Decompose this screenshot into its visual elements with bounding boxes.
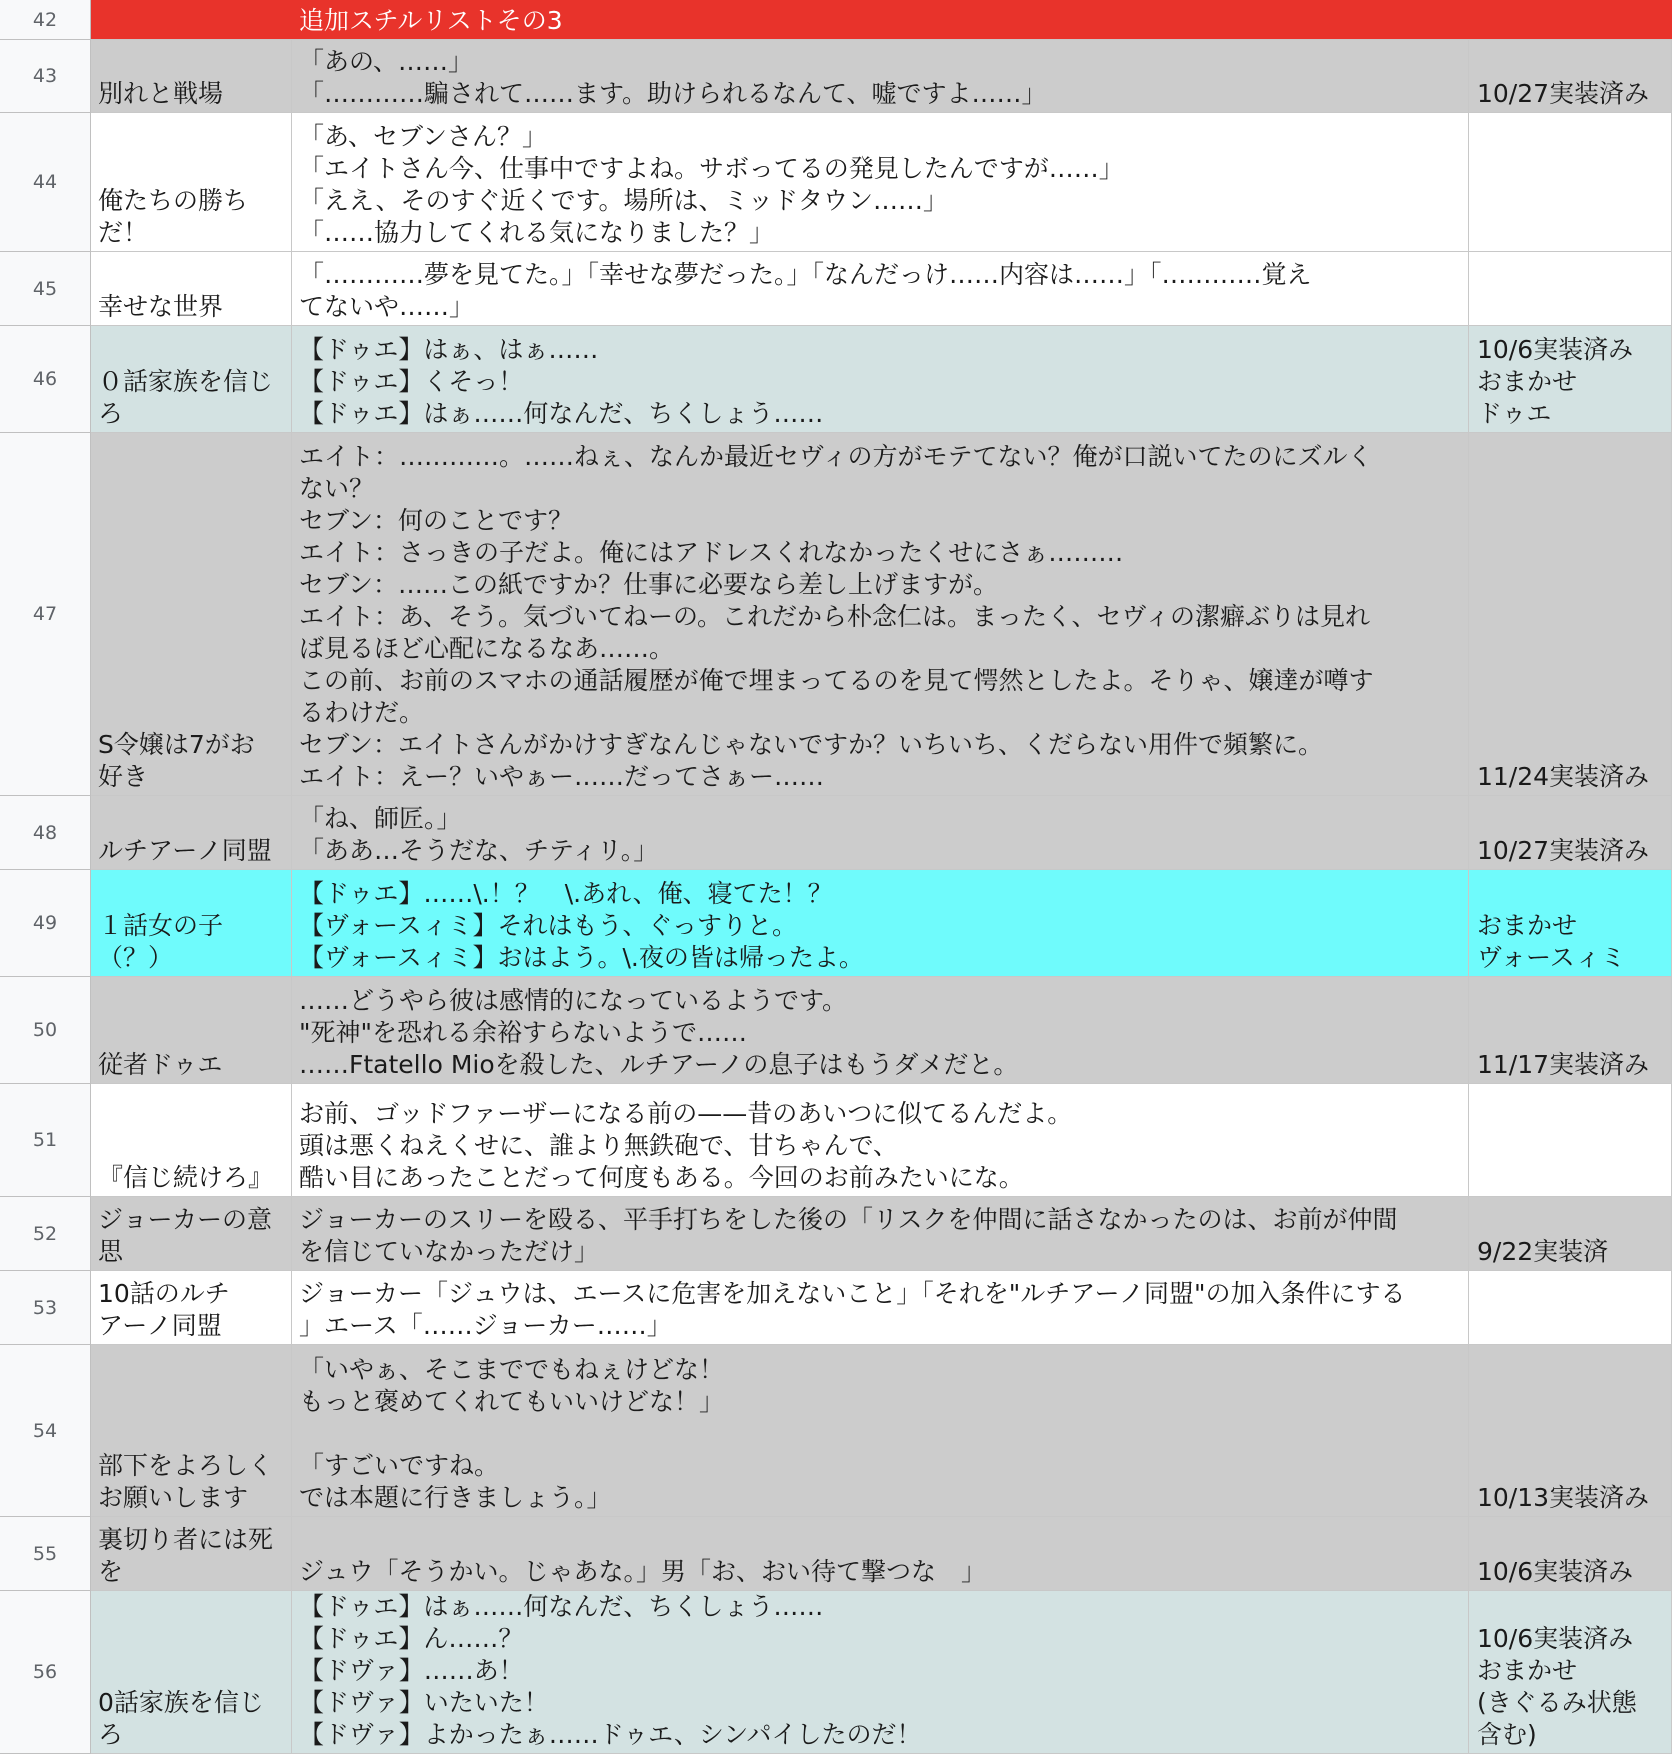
cell-text-line: 【ドヴァ】……あ！: [299, 1656, 524, 1685]
cell-text-line: アーノ同盟: [98, 1311, 222, 1340]
row-header[interactable]: 50: [0, 977, 91, 1084]
row-header[interactable]: 53: [0, 1271, 91, 1345]
cell-text-line: おまかせ: [1477, 911, 1578, 940]
content-cell[interactable]: [292, 796, 1469, 870]
content-cell[interactable]: [292, 1084, 1469, 1197]
table-row: [0, 326, 1672, 433]
row-header[interactable]: 54: [0, 1345, 91, 1517]
title-cell[interactable]: [91, 40, 292, 113]
row-header[interactable]: 42: [0, 0, 91, 40]
title-cell[interactable]: [91, 252, 292, 326]
table-row: [0, 977, 1672, 1084]
status-cell[interactable]: [1469, 40, 1672, 113]
cell-text-line: 11/24実装済み: [1477, 762, 1650, 791]
row-header[interactable]: 56: [0, 1591, 91, 1754]
title-cell[interactable]: [91, 433, 292, 796]
table-row: [0, 1345, 1672, 1517]
row-header[interactable]: 44: [0, 113, 91, 252]
cell-text-line: ０話家族を信じ: [98, 367, 274, 396]
title-cell[interactable]: [91, 796, 292, 870]
cell-text-line: 含む): [1477, 1720, 1537, 1749]
row-header[interactable]: 52: [0, 1197, 91, 1271]
cell-text-line: 俺たちの勝ち: [98, 186, 249, 215]
cell-text-line: 10話のルチ: [98, 1279, 230, 1308]
table-row: [0, 1197, 1672, 1271]
content-cell[interactable]: [292, 870, 1469, 977]
status-cell[interactable]: [1469, 870, 1672, 977]
cell-text-line: 幸せな世界: [98, 292, 224, 321]
title-cell[interactable]: [91, 1084, 292, 1197]
table-row: [0, 1517, 1672, 1591]
cell-text-line: 0話家族を信じ: [98, 1688, 264, 1717]
title-cell[interactable]: [91, 1591, 292, 1754]
content-cell[interactable]: [292, 1271, 1469, 1345]
cell-text-line: 10/6実装済み: [1477, 335, 1634, 364]
cell-text-line: ジュウ「そうかい。じゃあな。」男「お、おい待て撃つな 」: [299, 1557, 987, 1586]
cell-text-line: 【ヴォースィミ】おはよう。\.夜の皆は帰ったよ。: [299, 943, 864, 972]
cell-text-line: もっと褒めてくれてもいいけどな！」: [299, 1387, 725, 1416]
content-cell[interactable]: [292, 252, 1469, 326]
cell-text-line: 頭は悪くねえくせに、誰より無鉄砲で、甘ちゃんで、: [299, 1131, 899, 1160]
cell-text-line: ろ: [98, 399, 124, 428]
cell-text-line: 「ね、師匠。」: [299, 804, 462, 833]
cell-text-line: 【ヴォースィミ】それはもう、ぐっすりと。: [299, 911, 798, 940]
status-cell[interactable]: [1469, 433, 1672, 796]
cell-text-line: お願いします: [98, 1483, 249, 1512]
content-cell[interactable]: [292, 977, 1469, 1084]
status-cell[interactable]: [1469, 1271, 1672, 1345]
cell-text-line: 10/6実装済み: [1477, 1624, 1634, 1653]
content-cell[interactable]: [292, 1517, 1469, 1591]
cell-text-line: 追加スチルリストその3: [299, 6, 563, 35]
cell-text-line: ……Ftatello Mioを殺した、ルチアーノの息子はもうダメだと。: [299, 1050, 1019, 1079]
cell-text-line: (きぐるみ状態: [1477, 1688, 1637, 1717]
title-cell[interactable]: [91, 326, 292, 433]
cell-text-line: セブン：何のことです？: [299, 506, 574, 535]
cell-text-line: 「すごいですね。: [299, 1451, 500, 1480]
cell-text-line: [299, 1418, 1462, 1450]
cell-text-line: 『信じ続けろ』: [98, 1163, 274, 1192]
cell-text-line: この前、お前のスマホの通話履歴が俺で埋まってるのを見て愕然としたよ。そりゃ、嬢達が噂す: [299, 666, 1374, 695]
title-cell[interactable]: [91, 1271, 292, 1345]
table-row: [0, 0, 1672, 40]
status-cell[interactable]: [1469, 113, 1672, 252]
content-cell[interactable]: [292, 433, 1469, 796]
cell-text-line: 【ドゥエ】……\.！？ \.あれ、俺、寝てた！？: [299, 879, 833, 908]
cell-text-line: を: [98, 1557, 124, 1586]
table-row: [0, 1591, 1672, 1754]
cell-text-line: では本題に行きましょう。」: [299, 1483, 612, 1512]
cell-text-line: 「いやぁ、そこまででもねぇけどな！: [299, 1355, 725, 1384]
title-cell[interactable]: [91, 0, 292, 40]
cell-text-line: 」エース「……ジョーカー……」: [299, 1311, 672, 1340]
cell-text-line: 部下をよろしく: [98, 1451, 274, 1480]
table-row: [0, 796, 1672, 870]
content-cell[interactable]: [292, 1591, 1469, 1754]
cell-text-line: おまかせ: [1477, 367, 1578, 396]
cell-text-line: S令嬢は7がお: [98, 730, 255, 759]
cell-text-line: るわけだ。: [299, 698, 425, 727]
cell-text-line: 【ドヴァ】よかったぁ……ドゥエ、シンパイしたのだ！: [299, 1720, 922, 1749]
row-header[interactable]: 49: [0, 870, 91, 977]
cell-text-line: 「…………夢を見てた。」「幸せな夢だった。」「なんだっけ……内容は……」「…………覚え: [299, 260, 1312, 289]
cell-text-line: 「ああ…そうだな、チティリ。」: [299, 836, 659, 865]
cell-text-line: エイト：さっきの子だよ。俺にはアドレスくれなかったくせにさぁ………: [299, 538, 1124, 567]
cell-text-line: エイト：あ、そう。気づいてねーの。これだから朴念仁は。まったく、セヴィの潔癖ぶりは見れ: [299, 602, 1371, 631]
table-row: [0, 252, 1672, 326]
cell-text-line: おまかせ: [1477, 1656, 1578, 1685]
status-cell[interactable]: [1469, 326, 1672, 433]
cell-text-line: エイト：えー？いやぁー……だってさぁー……: [299, 762, 825, 791]
row-header[interactable]: 48: [0, 796, 91, 870]
content-cell[interactable]: [292, 113, 1469, 252]
cell-text-line: 【ドゥエ】くそっ！: [299, 367, 524, 396]
cell-text-line: 【ドヴァ】いたいた！: [299, 1688, 549, 1717]
cell-text-line: ルチアーノ同盟: [98, 836, 272, 865]
status-cell[interactable]: [1469, 0, 1672, 40]
content-cell[interactable]: [292, 1345, 1469, 1517]
status-cell[interactable]: [1469, 1084, 1672, 1197]
title-cell[interactable]: [91, 1197, 292, 1271]
row-header[interactable]: 51: [0, 1084, 91, 1197]
cell-text-line: 「あ、セブンさん？」: [299, 122, 548, 151]
cell-text-line: エイト：…………。……ねぇ、なんか最近セヴィの方がモテてない？俺が口説いてたのにズルく: [299, 442, 1373, 471]
cell-text-line: 【ドゥエ】はぁ、はぁ……: [299, 335, 599, 364]
status-cell[interactable]: [1469, 1591, 1672, 1754]
status-cell[interactable]: [1469, 1197, 1672, 1271]
title-cell[interactable]: [91, 113, 292, 252]
cell-text-line: （？）: [98, 943, 174, 972]
cell-text-line: 10/27実装済み: [1477, 836, 1650, 865]
table-row: [0, 433, 1672, 796]
table-row: [0, 1271, 1672, 1345]
row-header[interactable]: 46: [0, 326, 91, 433]
cell-text-line: 10/27実装済み: [1477, 79, 1650, 108]
cell-text-line: ジョーカー「ジュウは、エースに危害を加えないこと」「それを"ルチアーノ同盟"の加入条件にする: [299, 1279, 1406, 1308]
cell-text-line: 好き: [98, 762, 149, 791]
cell-text-line: 酷い目にあったことだって何度もある。今回のお前みたいにな。: [299, 1163, 1024, 1192]
cell-text-line: ジョーカーの意: [98, 1205, 273, 1234]
content-cell[interactable]: [292, 1197, 1469, 1271]
cell-text-line: てないや……」: [299, 292, 475, 321]
cell-text-line: ば見るほど心配になるなあ……。: [299, 634, 675, 663]
status-cell[interactable]: [1469, 796, 1672, 870]
cell-text-line: 10/13実装済み: [1477, 1483, 1650, 1512]
row-header[interactable]: 47: [0, 433, 91, 796]
cell-text-line: ……どうやら彼は感情的になっているようです。: [299, 986, 848, 1015]
status-cell[interactable]: [1469, 252, 1672, 326]
table-row: [0, 40, 1672, 113]
status-cell[interactable]: [1469, 977, 1672, 1084]
status-cell[interactable]: [1469, 1517, 1672, 1591]
title-cell[interactable]: [91, 977, 292, 1084]
content-cell[interactable]: [292, 40, 1469, 113]
cell-text-line: 思: [98, 1237, 124, 1266]
cell-text-line: だ！: [98, 218, 149, 247]
status-cell[interactable]: [1469, 1345, 1672, 1517]
title-cell[interactable]: [91, 870, 292, 977]
table-row: [0, 1084, 1672, 1197]
cell-text-line: 10/6実装済み: [1477, 1557, 1634, 1586]
row-header[interactable]: 45: [0, 252, 91, 326]
content-cell[interactable]: [292, 0, 1469, 40]
cell-text-line: 「エイトさん今、仕事中ですよね。サボってるの発見したんですが……」: [299, 154, 1124, 183]
title-cell[interactable]: [91, 1345, 292, 1517]
row-header[interactable]: 55: [0, 1517, 91, 1591]
cell-text-line: セブン：……この紙ですか？仕事に必要なら差し上げますが。: [299, 570, 999, 599]
table-row: [0, 113, 1672, 252]
cell-text-line: 「ええ、そのすぐ近くです。場所は、ミッドタウン……」: [299, 186, 949, 215]
cell-text-line: ドゥエ: [1477, 399, 1552, 428]
cell-text-line: お前、ゴッドファーザーになる前の——昔のあいつに似てるんだよ。: [299, 1099, 1073, 1128]
cell-text-line: 【ドゥエ】ん……？: [299, 1624, 524, 1653]
cell-text-line: 【ドゥエ】はぁ……何なんだ、ちくしょう……: [299, 399, 824, 428]
cell-text-line: ろ: [98, 1720, 124, 1749]
cell-text-line: 「あの、……」: [299, 47, 474, 76]
content-cell[interactable]: [292, 326, 1469, 433]
cell-text-line: 「…………騙されて……ます。助けられるなんて、嘘ですよ……」: [299, 79, 1047, 108]
cell-text-line: "死神"を恐れる余裕すらないようで……: [299, 1018, 747, 1047]
cell-text-line: 11/17実装済み: [1477, 1050, 1650, 1079]
cell-text-line: ない？: [299, 474, 375, 503]
cell-text-line: 【ドゥエ】はぁ……何なんだ、ちくしょう……: [299, 1592, 824, 1621]
cell-text-line: を信じていなかっただけ」: [299, 1237, 600, 1266]
cell-text-line: 「……協力してくれる気になりました？」: [299, 218, 775, 247]
cell-text-line: 9/22実装済: [1477, 1237, 1609, 1266]
cell-text-line: セブン：エイトさんがかけすぎなんじゃないですか？いちいち、くだらない用件で頻繁に。: [299, 730, 1324, 759]
cell-text-line: 従者ドゥエ: [98, 1050, 223, 1079]
title-cell[interactable]: [91, 1517, 292, 1591]
cell-text-line: 裏切り者には死: [98, 1525, 274, 1554]
cell-text-line: ヴォースィミ: [1477, 943, 1626, 972]
cell-text-line: 別れと戦場: [98, 79, 224, 108]
cell-text-line: １話女の子: [98, 911, 224, 940]
cell-text-line: ジョーカーのスリーを殴る、平手打ちをした後の「リスクを仲間に話さなかったのは、お前が仲間: [299, 1205, 1398, 1234]
row-header[interactable]: 43: [0, 40, 91, 113]
table-row: [0, 870, 1672, 977]
